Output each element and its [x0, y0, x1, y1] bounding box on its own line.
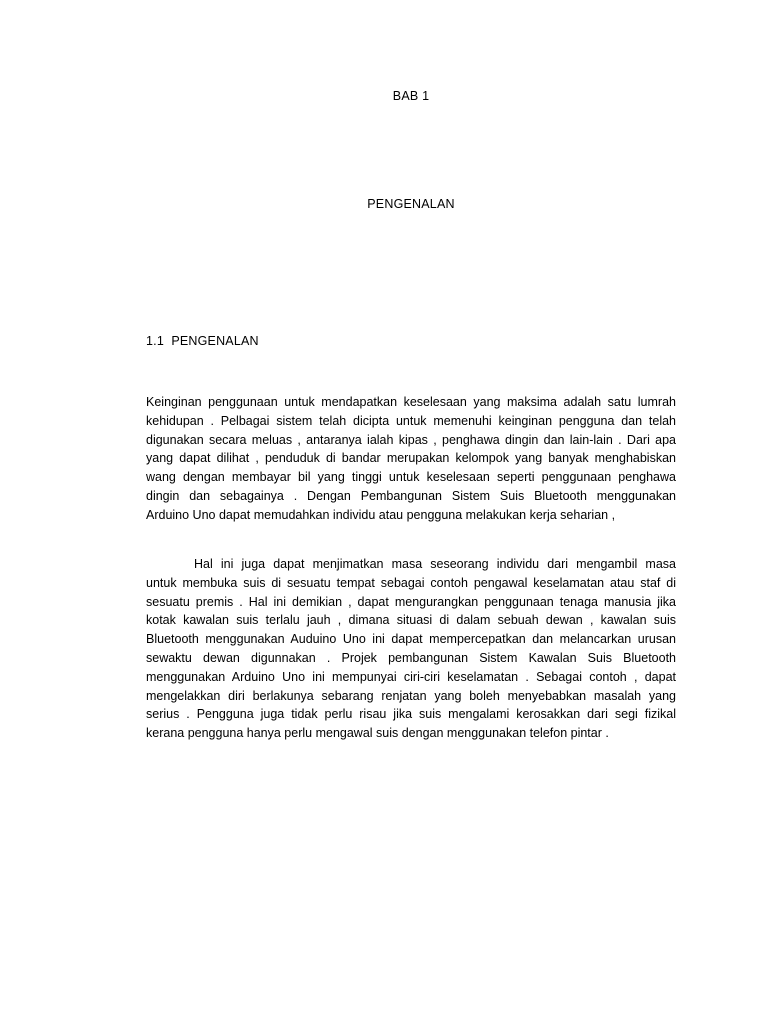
- paragraph-line: yang dapat dilihat , penduduk di bandar merupakan kelompok yang banyak menghabiskan: [146, 451, 676, 466]
- section-heading: 1.1 PENGENALAN: [146, 334, 259, 348]
- paragraph-line: Keinginan penggunaan untuk mendapatkan keselesaan yang maksima adalah satu lumrah: [146, 395, 676, 409]
- chapter-label: BAB 1: [392, 89, 430, 103]
- paragraph-line: kehidupan . Pelbagai sistem telah dicipta untuk memenuhi keinginan pengguna dan telah: [146, 413, 676, 428]
- paragraph-line: kerana pengguna hanya perlu mengawal suis dengan menggunakan telefon pintar .: [146, 726, 609, 741]
- paragraph-line: kotak kawalan suis terlalu jauh , dimana situasi di dalam sebuah dewan , kawalan suis: [146, 613, 676, 628]
- paragraph-line: sewaktu dewan digunnakan . Projek pembangunan Sistem Kawalan Suis Bluetooth: [146, 650, 676, 665]
- paragraph-2: [146, 555, 676, 743]
- paragraph-line: digunakan secara meluas , antaranya ialah kipas , penghawa dingin dan lain-lain . Dari apa: [146, 432, 676, 447]
- paragraph-line-indented: [146, 555, 676, 574]
- paragraph-line: dingin dan sebagainya . Dengan Pembangunan Sistem Suis Bluetooth menggunakan: [146, 488, 676, 503]
- paragraph-line: sesuatu premis . Hal ini demikian , dapat mengurangkan penggunaan tenaga manusia jika: [146, 594, 676, 609]
- paragraph-line: wang dengan membayar bil yang tinggi untuk keselesaan seperti penggunaan penghawa: [146, 470, 676, 485]
- paragraph-line: mengelakkan diri berlakunya sebarang renjatan yang boleh menyebabkan masalah yang: [146, 688, 676, 703]
- paragraph-line: menggunakan Arduino Uno ini mempunyai ciri-ciri keselamatan . Sebagai contoh , dapat: [146, 669, 676, 684]
- paragraph-1: [146, 393, 676, 525]
- paragraph-line-text: Hal ini juga dapat menjimatkan masa seseorang individu dari mengambil masa: [194, 557, 676, 571]
- chapter-title: PENGENALAN: [367, 197, 455, 211]
- paragraph-line: untuk membuka suis di sesuatu tempat sebagai contoh pengawal keselamatan atau staf di: [146, 575, 676, 590]
- paragraph-line: serius . Pengguna juga tidak perlu risau jika suis mengalami kerosakkan dari segi fizikal: [146, 707, 676, 722]
- paragraph-line: Arduino Uno dapat memudahkan individu atau pengguna melakukan kerja seharian ,: [146, 507, 616, 522]
- paragraph-line: Bluetooth menggunakan Auduino Uno ini dapat mempercepatkan dan melancarkan urusan: [146, 632, 676, 647]
